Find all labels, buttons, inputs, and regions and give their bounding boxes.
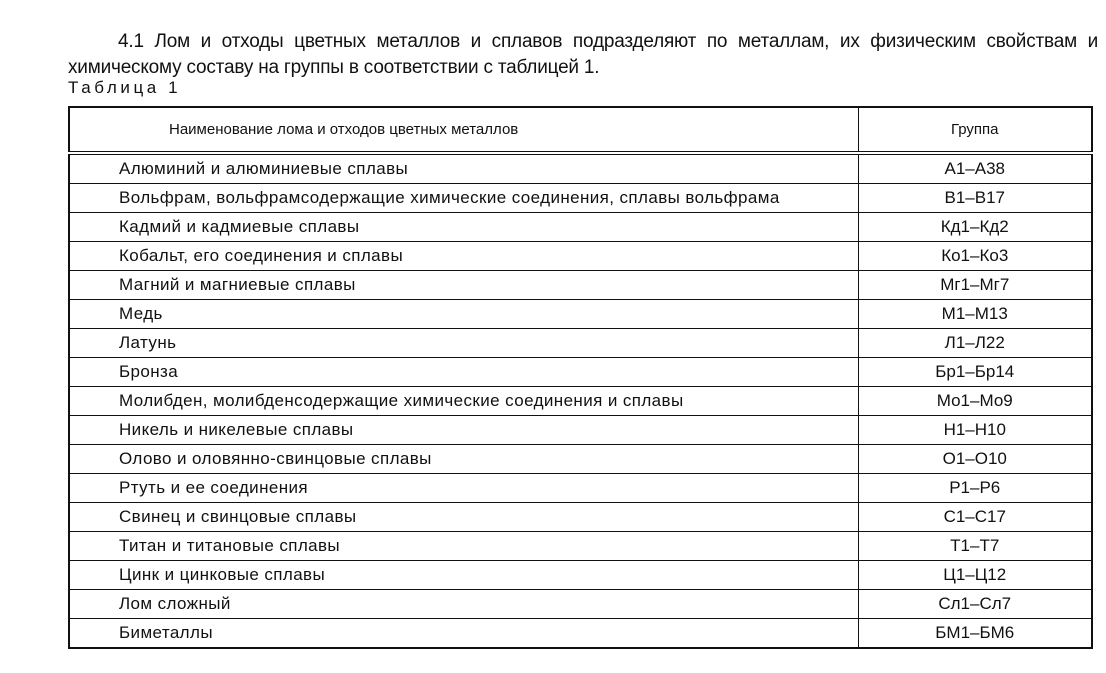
metal-name-cell: Ртуть и ее соединения — [69, 474, 858, 503]
group-code-cell: М1–М13 — [858, 300, 1092, 329]
table-row — [69, 300, 1092, 329]
intro-paragraph: 4.1 Лом и отходы цветных металлов и сплавов подразделяют по металлам, их физическим свойствам и химическому составу на группы в соответствии с таблицей 1. — [68, 31, 1098, 78]
table-row — [69, 474, 1092, 503]
table-row — [69, 503, 1092, 532]
column-header-name: Наименование лома и отходов цветных металлов — [69, 107, 858, 153]
group-code-cell: В1–В17 — [858, 184, 1092, 213]
group-code-cell: О1–О10 — [858, 445, 1092, 474]
metal-name-cell: Медь — [69, 300, 858, 329]
group-code-cell: БМ1–БМ6 — [935, 623, 1015, 642]
metal-name-cell: Олово и оловянно-свинцовые сплавы — [69, 445, 858, 474]
table-row — [69, 271, 1092, 300]
table-row — [69, 445, 1092, 474]
metal-name-cell: Лом сложный — [69, 590, 858, 619]
table-row — [69, 213, 1092, 242]
group-code-cell: Сл1–Сл7 — [858, 590, 1092, 619]
table-row — [69, 387, 1092, 416]
group-code-cell: Н1–Н10 — [858, 416, 1092, 445]
group-code-cell: С1–С17 — [858, 503, 1092, 532]
metal-name-cell: Свинец и свинцовые сплавы — [69, 503, 858, 532]
table-row — [69, 184, 1092, 213]
group-code-cell: Ко1–Ко3 — [858, 242, 1092, 271]
group-code-cell: Т1–Т7 — [858, 532, 1092, 561]
table-row — [69, 358, 1092, 387]
table-row — [69, 590, 1092, 619]
metal-name-cell: Магний и магниевые сплавы — [69, 271, 858, 300]
metal-name-cell: Вольфрам, вольфрамсодержащие химические соединения, сплавы вольфрама — [69, 184, 858, 213]
table-row — [69, 619, 1092, 649]
group-code-cell: Кд1–Кд2 — [858, 213, 1092, 242]
metal-name-cell: Латунь — [69, 329, 858, 358]
table-row — [69, 416, 1092, 445]
group-code-cell: Мг1–Мг7 — [858, 271, 1092, 300]
metal-name-cell: Никель и никелевые сплавы — [69, 416, 858, 445]
group-code-cell: Р1–Р6 — [858, 474, 1092, 503]
table-row — [69, 153, 1092, 184]
metal-name-cell: Бронза — [69, 358, 858, 387]
table-row — [69, 242, 1092, 271]
metal-name-cell: Кобальт, его соединения и сплавы — [69, 242, 858, 271]
metals-group-table — [68, 106, 1093, 649]
metal-name-cell: Алюминий и алюминиевые сплавы — [69, 153, 858, 184]
group-code-cell: Мо1–Мо9 — [858, 387, 1092, 416]
metal-name-cell: Молибден, молибденсодержащие химические соединения и сплавы — [69, 387, 858, 416]
metal-name-cell: Кадмий и кадмиевые сплавы — [69, 213, 858, 242]
group-code-cell: Ц1–Ц12 — [858, 561, 1092, 590]
table-row — [69, 561, 1092, 590]
metal-name-cell: Титан и титановые сплавы — [69, 532, 858, 561]
table-row — [69, 532, 1092, 561]
table-header-row — [69, 107, 1092, 153]
group-code-cell: Л1–Л22 — [858, 329, 1092, 358]
column-header-group: Группа — [858, 107, 1092, 153]
metal-name-cell: Биметаллы — [69, 619, 858, 649]
group-code-cell: А1–А38 — [858, 153, 1092, 184]
table-row — [69, 329, 1092, 358]
table-caption: Таблица 1 — [68, 78, 182, 97]
group-code-cell: Бр1–Бр14 — [858, 358, 1092, 387]
metal-name-cell: Цинк и цинковые сплавы — [69, 561, 858, 590]
